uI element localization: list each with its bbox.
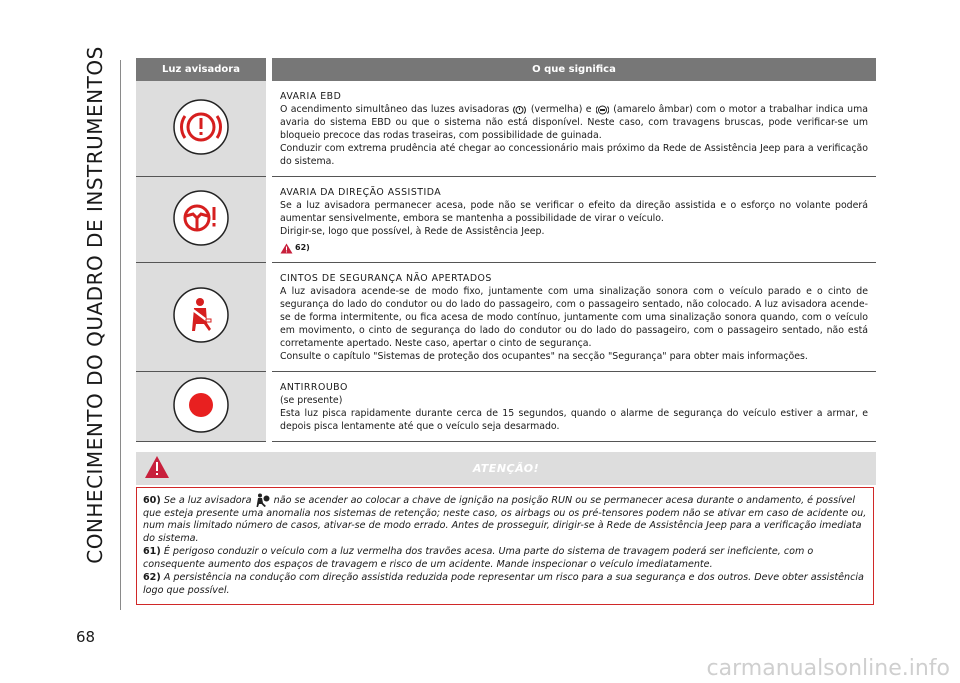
meaning-cell	[272, 372, 876, 442]
icon-cell	[136, 372, 266, 442]
brake-failure-icon	[173, 99, 229, 155]
row-body: Esta luz pisca rapidamente durante cerca de 15 segundos, quando o alarme de segurança do veículo estiver a armar, e depois pisca lentamente até que o veículo seja desarmado.	[280, 408, 868, 432]
row-subtitle: (se presente)	[280, 395, 343, 406]
side-divider	[120, 60, 121, 610]
row-body-2: Dirigir-se, logo que possível, à Rede de Assistência Jeep.	[280, 226, 545, 237]
attention-item-62: 62) A persistência na condução com direção assistida reduzida pode representar um risco para a sua segurança e dos outros. Deve obter assistência logo que possível.	[143, 572, 864, 596]
abs-amber-icon	[596, 104, 609, 116]
attention-item-61: 61) É perigoso conduzir o veículo com a luz vermelha dos travões acesa. Uma parte do sistema de travagem poderá ser ineficiente, com o consequente aumento dos espaços de travagem e risco de um acidente. Mande inspecionar o veículo imediatamente.	[143, 546, 814, 570]
meaning-cell	[272, 81, 876, 177]
row-body-2: Conduzir com extrema prudência até chegar ao concessionário mais próximo da Rede de Assistência Jeep para a verificação do sistema.	[280, 143, 868, 167]
warning-triangle-icon	[280, 243, 293, 254]
attention-item-60: 60) Se a luz avisadora não se acender ao colocar a chave de ignição na posição RUN ou se permanecer acesa durante o andamento, é possível que esteja presente uma anomalia nos sistemas de retenção; neste caso, os airbags ou os pré-tensores podem não se ativar em caso de acidente ou, num mais limitado número de casos, ativar-se de modo errado. Antes de prosseguir, dirigir-se à Rede de Assistência Jeep para a verificação imediata do sistema.	[143, 495, 867, 544]
power-steering-failure-icon	[173, 190, 229, 246]
row-title: ANTIRROUBO	[280, 382, 348, 393]
row-body: A luz avisadora acende-se de modo fixo, juntamente com uma sinalização sonora com o veículo parado e o cinto de segurança do lado do condutor ou do lado do passageiro, com o passageiro sentado, não colocado. A luz avisadora acende-se de forma intermitente, ou fica acesa de modo contínuo, juntamente com uma sinalização sonora quando, com o veículo em movimento, o cinto de segurança do lado do condutor ou do lado do passageiro, com o passageiro sentado, não está corretamente apertado. Neste caso, apertar o cinto de segurança.	[280, 286, 868, 349]
page-number: 68	[76, 628, 96, 646]
row-body-2: Consulte o capítulo "Sistemas de proteção dos ocupantes" na secção "Segurança" para obter mais informações.	[280, 351, 808, 362]
row-title: CINTOS DE SEGURANÇA NÃO APERTADOS	[280, 273, 492, 284]
row-title: AVARIA DA DIREÇÃO ASSISTIDA	[280, 187, 442, 198]
alarm-led-icon	[173, 377, 229, 433]
side-title: CONHECIMENTO DO QUADRO DE INSTRUMENTOS	[83, 46, 107, 564]
attention-box	[136, 487, 874, 605]
table-row	[136, 372, 876, 442]
table-row	[136, 263, 876, 372]
attention-title: ATENÇÃO!	[472, 462, 540, 475]
warning-lights-table	[136, 58, 876, 442]
brake-red-icon	[513, 104, 526, 116]
warning-reference: 62)	[280, 241, 868, 254]
icon-cell	[136, 81, 266, 177]
icon-cell	[136, 177, 266, 263]
meaning-cell	[272, 177, 876, 263]
seatbelt-icon	[173, 287, 229, 343]
row-body: O acendimento simultâneo das luzes avisadoras (vermelha) e (amarelo âmbar) com o motor a trabalhar indica uma avaria do sistema EBD ou que o sistema não está disponível. Neste caso, com travagens bruscas, pode verificar-se um bloqueio precoce das rodas traseiras, com possibilidade de guinada.	[280, 104, 868, 141]
row-body: Se a luz avisadora permanecer acesa, pode não se verificar o efeito da direção assistida e o esforço no volante poderá aumentar sensivelmente, embora se mantenha a possibilidade de virar o veículo.	[280, 200, 868, 224]
row-title: AVARIA EBD	[280, 91, 342, 102]
icon-cell	[136, 263, 266, 372]
table-row	[136, 177, 876, 263]
header-meaning: O que significa	[272, 58, 876, 81]
watermark: carmanualsonline.info	[706, 656, 950, 681]
attention-header	[136, 452, 876, 485]
meaning-cell	[272, 263, 876, 372]
table-header-row	[136, 58, 876, 81]
table-row	[136, 81, 876, 177]
header-warning-light: Luz avisadora	[136, 58, 266, 81]
airbag-icon	[256, 493, 270, 507]
